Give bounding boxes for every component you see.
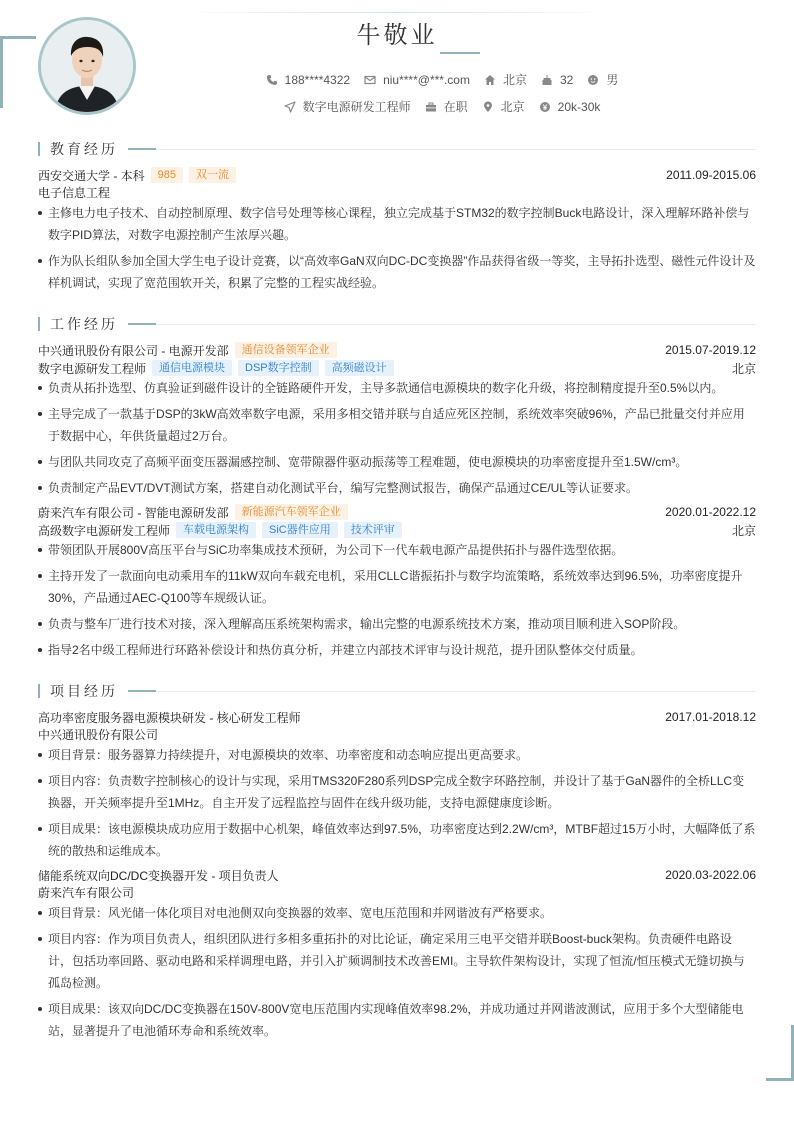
salary-text: 20k-30k	[557, 99, 601, 114]
project-org: 中兴通讯股份有限公司	[38, 728, 159, 742]
gender-icon	[587, 74, 599, 86]
list-item: 项目内容：负责数字控制核心的设计与实现，采用TMS320F280系列DSP完成全数字环路控制，并设计了基于GaN器件的全桥LLC变换器，开关频率提升至1MHz。自主开发了远程监控与固件在线升级功能，支持电源健康度诊断。	[38, 770, 756, 814]
education-header	[38, 140, 756, 158]
section-marker	[38, 142, 40, 156]
project-bullets	[38, 744, 756, 862]
list-item: 项目背景：风光储一体化项目对电池侧双向变换器的效率、宽电压范围和并网谐波有严格要求。	[38, 902, 756, 924]
list-item: 负责与整车厂进行技术对接，深入理解高压系统架构需求，输出完整的电源系统技术方案，推动项目顺利进入SOP阶段。	[38, 613, 756, 635]
section-divider	[156, 149, 756, 150]
work-company-row	[38, 503, 756, 521]
gender-item	[587, 71, 618, 88]
contact-info-row	[90, 71, 794, 88]
work-date: 2020.01-2022.12	[665, 505, 756, 519]
projects-section	[38, 682, 756, 1046]
section-accent-line	[128, 690, 156, 692]
phone-icon	[266, 74, 278, 86]
project-date: 2017.01-2018.12	[665, 710, 756, 724]
email-item	[364, 73, 470, 87]
location-icon	[482, 101, 494, 113]
position-name: 高级数字电源研发工程师	[38, 523, 171, 538]
company-name: 蔚来汽车有限公司 - 智能电源研发部	[38, 505, 229, 520]
position-tag: SiC器件应用	[262, 522, 338, 538]
briefcase-icon	[425, 101, 437, 113]
company-tag: 新能源汽车领军企业	[235, 504, 348, 520]
work-position-row	[38, 521, 756, 539]
work-city: 北京	[731, 523, 756, 538]
project-bullets	[38, 902, 756, 1042]
work-company-row	[38, 341, 756, 359]
home-icon	[484, 74, 496, 86]
phone-item	[266, 73, 350, 87]
gender-text: 男	[606, 73, 619, 87]
salary-item	[539, 100, 601, 114]
section-divider	[156, 691, 756, 692]
list-item: 主导完成了一款基于DSP的3kW高效率数字电源，采用多相交错并联与自适应死区控制，系统效率突破96%，产品已批量交付并应用于数据中心，年供货量超过2万台。	[38, 403, 756, 447]
home-item	[484, 71, 527, 88]
list-item: 带领团队开展800V高压平台与SiC功率集成技术预研，为公司下一代车载电源产品提供拓扑与器件选型依据。	[38, 539, 756, 561]
position-tag: 通信电源模块	[152, 360, 232, 376]
work-city: 北京	[731, 361, 756, 376]
email-text: niu****@***.com	[383, 72, 470, 87]
list-item: 负责从拓扑选型、仿真验证到磁件设计的全链路硬件开发，主导多款通信电源模块的数字化升级，将控制精度提升至0.5%以内。	[38, 377, 756, 399]
major: 电子信息工程	[38, 186, 111, 200]
school-tag: 985	[151, 167, 183, 183]
section-accent-line	[128, 148, 156, 150]
job-status-item	[425, 98, 468, 115]
cake-icon	[541, 74, 553, 86]
education-bullets	[38, 202, 756, 294]
age-text: 32	[559, 72, 574, 87]
position-tag: DSP数字控制	[238, 360, 319, 376]
project-row	[38, 708, 756, 726]
list-item: 与团队共同攻克了高频平面变压器漏感控制、宽带隙器件驱动振荡等工程难题，使电源模块的功率密度提升至1.5W/cm³。	[38, 451, 756, 473]
work-title: 工作经历	[50, 316, 118, 332]
candidate-name: 牛敬业	[356, 22, 438, 49]
work-header	[38, 315, 756, 333]
name-underline	[440, 52, 480, 54]
work-date: 2015.07-2019.12	[665, 343, 756, 357]
target-position-item	[284, 98, 411, 115]
company-name: 中兴通讯股份有限公司 - 电源开发部	[38, 343, 229, 358]
list-item: 作为队长组队参加全国大学生电子设计竞赛，以“高效率GaN双向DC-DC变换器”作品获得省级一等奖，主导拓扑选型、磁性元件设计及样机调试，实现了宽范围软开关，积累了完整的工程实战经验。	[38, 250, 756, 294]
projects-title: 项目经历	[50, 683, 118, 699]
project-date: 2020.03-2022.06	[665, 868, 756, 882]
position-tag: 技术评审	[344, 522, 402, 538]
work-bullets	[38, 539, 756, 661]
list-item: 指导2名中级工程师进行环路补偿设计和热仿真分析，并建立内部技术评审与设计规范，提升团队整体交付质量。	[38, 639, 756, 661]
list-item: 主持开发了一款面向电动乘用车的11kW双向车载充电机，采用CLLC谐振拓扑与数字均流策略，系统效率达到96.5%，功率密度提升30%，产品通过AEC-Q100等车规级认证。	[38, 565, 756, 609]
salary-icon	[539, 101, 551, 113]
target-city-item	[482, 98, 525, 115]
decor-corner-bottom-right-h	[766, 1078, 794, 1081]
work-bullets	[38, 377, 756, 499]
decor-top-line	[180, 12, 614, 13]
target-position-text: 数字电源研发工程师	[302, 100, 411, 114]
education-section	[38, 140, 756, 298]
section-divider	[156, 324, 756, 325]
phone-text: 188****4322	[284, 72, 351, 87]
school-tag: 双一流	[189, 167, 236, 183]
projects-header	[38, 682, 756, 700]
list-item: 项目成果：该电源模块成功应用于数据中心机架，峰值效率达到97.5%，功率密度达到2.2W/cm³，MTBF超过15万小时，大幅降低了系统的散热和运维成本。	[38, 818, 756, 862]
section-marker	[38, 684, 40, 698]
list-item: 项目内容：作为项目负责人，组织团队进行多相多重拓扑的对比论证，确定采用三电平交错并联Boost-buck架构。负责硬件电路设计，包括功率回路、驱动电路和采样调理电路，并引入扩频调制技术改善EMI。主导软件架构设计，实现了恒流/恒压模式无缝切换与孤岛检测。	[38, 928, 756, 994]
target-city-text: 北京	[500, 100, 525, 114]
list-item: 主修电力电子技术、自动控制原理、数字信号处理等核心课程，独立完成基于STM32的数字控制Buck电路设计，深入理解环路补偿与数字PID算法，对数字电源控制产生浓厚兴趣。	[38, 202, 756, 246]
project-name: 高功率密度服务器电源模块研发 - 核心研发工程师	[38, 710, 301, 725]
school-name: 西安交通大学 - 本科	[38, 168, 145, 183]
list-item: 项目成果：该双向DC/DC变换器在150V-800V宽电压范围内实现峰值效率98.2%，并成功通过并网谐波测试，应用于多个大型储能电站，显著提升了电池循环寿命和系统效率。	[38, 998, 756, 1042]
age-item	[541, 73, 573, 87]
job-info-row	[90, 98, 794, 115]
education-date: 2011.09-2015.06	[666, 168, 756, 182]
position-tag: 车载电源架构	[176, 522, 256, 538]
position-name: 数字电源研发工程师	[38, 361, 147, 376]
job-status-text: 在职	[443, 100, 468, 114]
work-section	[38, 315, 756, 665]
list-item: 负责制定产品EVT/DVT测试方案，搭建自动化测试平台，编写完整测试报告，确保产品通过CE/UL等认证要求。	[38, 477, 756, 499]
work-position-row	[38, 359, 756, 377]
home-city-text: 北京	[502, 73, 527, 87]
project-name: 储能系统双向DC/DC变换器开发 - 项目负责人	[38, 868, 279, 883]
section-accent-line	[128, 323, 156, 325]
project-org: 蔚来汽车有限公司	[38, 886, 135, 900]
project-row	[38, 866, 756, 884]
send-icon	[284, 101, 296, 113]
section-marker	[38, 317, 40, 331]
company-tag: 通信设备领军企业	[235, 342, 337, 358]
list-item: 项目背景：服务器算力持续提升，对电源模块的效率、功率密度和动态响应提出更高要求。	[38, 744, 756, 766]
position-tag: 高频磁设计	[325, 360, 394, 376]
education-row	[38, 166, 756, 184]
mail-icon	[364, 74, 376, 86]
education-title: 教育经历	[50, 141, 118, 157]
